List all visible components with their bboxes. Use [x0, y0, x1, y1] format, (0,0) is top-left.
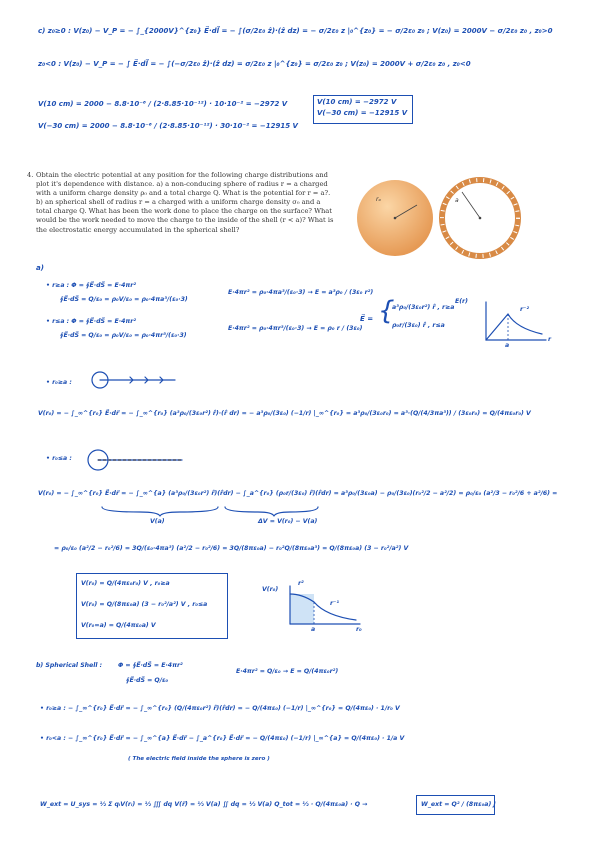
- part-a-rlt-line-3: E·4πr² = ρ₀·4πr³/(ε₀·3) → E = ρ₀ r / (3ε₀): [228, 325, 363, 332]
- part-c-result-box: [313, 95, 413, 124]
- r0-le-a-label: • r₀≤a :: [46, 455, 72, 462]
- shell-label-a: a: [455, 197, 459, 204]
- part-b-label: b) Spherical Shell :: [36, 662, 103, 669]
- part-a-result-box: [76, 573, 228, 639]
- e-vector-brace: {: [378, 296, 395, 326]
- v-inside-braces: [100, 505, 320, 517]
- part-a-rlt-line-1: • r≤a : Φ = ∮E⃗·dS⃗ = E·4πr²: [46, 318, 137, 325]
- work-result: W_ext = Q² / (8πε₀a) J: [421, 801, 496, 808]
- e-vector-case-2: ρ₀r/(3ε₀) r̂ , r≤a: [392, 322, 445, 329]
- part-a-rlt-line-2: ∮E⃗·dS⃗ = Q/ε₀ = ρ₀V/ε₀ = ρ₀·4πr³/(ε₀·3): [60, 332, 187, 339]
- part-c-line-1: c) z₀≥0 : V(z₀) − V_P = − ∫_{2000V}^{z₀} E⃗·dl⃗ = − ∫(σ/2ε₀ ẑ)·(ẑ dz) = − σ/2ε₀ z |₀^{z₀} = − σ/2ε₀ z₀ ; V(z₀) = 2000V − σ/2ε₀ z₀ , z₀>0: [38, 27, 553, 35]
- e-plot-r-label: r: [548, 336, 552, 343]
- part-c-line-3: V(10 cm) = 2000 − 8.8·10⁻⁶ / (2·8.85·10⁻¹²) · 10·10⁻² = −2972 V: [38, 100, 288, 108]
- potential-plot: [284, 584, 364, 634]
- v-plot-r2-label: r²: [298, 580, 304, 587]
- v-outside-equation: V(r₀) = − ∫_∞^{r₀} E⃗·dr⃗ = − ∫_∞^{r₀} (a³ρ₀/(3ε₀r²) r̂)·(r̂ dr) = − a³ρ₀/(3ε₀) (−1/r) |_∞^{r₀} = a³ρ₀/(3ε₀r₀) = a³·(Q/(4/3πa³)) / (3ε₀r₀) = Q/(4πε₀r₀) V: [38, 410, 531, 417]
- inside-path-sketch: [86, 448, 186, 472]
- part-a-rgt-line-1: • r≥a : Φ = ∮E⃗·dS⃗ = E·4πr²: [46, 282, 137, 289]
- part-b-line-1: Φ = ∮E⃗·dS⃗ = E·4πr²: [118, 662, 183, 669]
- e-plot-a-label: a: [505, 342, 510, 349]
- part-a-result-3: V(r₀=a) = Q/(4πε₀a) V: [81, 622, 156, 629]
- e-vector-label: E⃗ =: [360, 315, 374, 323]
- work-result-box: [416, 795, 495, 815]
- v-plot-r-label: r₀: [356, 626, 362, 633]
- brace-label-va: V(a): [150, 518, 165, 525]
- part-c-line-2: z₀<0 : V(z₀) − V_P = − ∫ E⃗·dl⃗ = − ∫(−σ/2ε₀ ẑ)·(ẑ dz) = σ/2ε₀ z |₀^{z₀} = σ/2ε₀ z₀ ; V(z₀) = 2000V + σ/2ε₀ z₀ , z₀<0: [38, 60, 471, 68]
- part-a-result-2: V(r₀) = Q/(8πε₀a) (3 − r₀²/a²) V , r₀≤a: [81, 601, 208, 608]
- part-a-result-1: V(r₀) = Q/(4πε₀r₀) V , r₀≥a: [81, 580, 170, 587]
- e-plot-r2-label: r⁻²: [520, 306, 530, 313]
- r0-ge-a-label: • r₀≥a :: [46, 379, 72, 386]
- part-c-result-1: V(10 cm) = −2972 V: [317, 98, 397, 106]
- v-inside-equation-2: = ρ₀/ε₀ (a²/2 − r₀²/6) = 3Q/(ε₀·4πa³) (a²/2 − r₀²/6) = 3Q/(8πε₀a) − r₀²Q/(8πε₀a³) = Q/(8πε₀a) (3 − r₀²/a²) V: [54, 545, 409, 552]
- e-vector-case-1: a³ρ₀/(3ε₀r²) r̂ , r≥a: [392, 304, 455, 311]
- part-a-rgt-line-2: ∮E⃗·dS⃗ = Q/ε₀ = ρ₀V/ε₀ = ρ₀·4πa³/(ε₀·3): [60, 296, 188, 303]
- part-c-result-2: V(−30 cm) = −12915 V: [317, 109, 408, 117]
- e-plot-ylabel: E(r): [455, 298, 468, 305]
- part-a-rgt-line-3: E·4πr² = ρ₀·4πa³/(ε₀·3) → E = a³ρ₀ / (3ε₀ r²): [228, 289, 374, 296]
- part-b-line-2: ∮E⃗·dS⃗ = Q/ε₀: [126, 677, 169, 684]
- part-b-line-3: E·4πr² = Q/ε₀ → E = Q/(4πε₀r²): [236, 668, 339, 675]
- part-b-note: ( The electric field inside the sphere is zero ): [128, 756, 270, 762]
- problem-number: 4.: [27, 171, 34, 179]
- part-b-inside: • r₀<a : − ∫_∞^{r₀} E⃗·dr⃗ = − ∫_∞^{a} E⃗·dr⃗ − ∫_a^{r₀} E⃗·dr⃗ = − Q/(4πε₀) (−1/r) |_∞^{a} = Q/(4πε₀) · 1/a V: [40, 735, 405, 742]
- sphere-label-rho: rₒ: [376, 196, 381, 203]
- v-inside-equation-1: V(r₀) = − ∫_∞^{r₀} E⃗·dr⃗ = − ∫_∞^{a} (a³ρ₀/(3ε₀r²) r̂)(r̂dr) − ∫_a^{r₀} (ρ₀r/(3ε₀) r̂)(r̂dr) = a³ρ₀/(3ε₀a) − ρ₀/(3ε₀)(r₀²/2 − a²/2) = ρ₀/ε₀ (a²/3 − r₀²/6 + a²/6) =: [38, 490, 558, 497]
- brace-label-dv: ΔV = V(r₀) − V(a): [258, 518, 318, 525]
- outside-path-sketch: [90, 370, 180, 390]
- problem-statement: [27, 171, 336, 235]
- v-plot-ylabel: V(r₀): [262, 586, 279, 593]
- part-b-outside: • r₀≥a : − ∫_∞^{r₀} E⃗·dr⃗ = − ∫_∞^{r₀} (Q/(4πε₀r²) r̂)(r̂dr) = − Q/(4πε₀) (−1/r) |_∞^{r₀} = Q/(4πε₀) · 1/r₀ V: [40, 705, 400, 712]
- v-plot-a-label: a: [311, 626, 316, 633]
- spherical-shell-figure: [440, 178, 520, 258]
- work-external-equation: W_ext = U_sys = ½ Σ qᵢV(rᵢ) = ½ ∭ dq V(r⃗) = ½ V(a) ∬ dq = ½ V(a) Q_tot = ½ · Q/(4πε₀a) · Q →: [40, 801, 368, 808]
- e-field-plot: [480, 300, 550, 350]
- part-a-label: a): [36, 264, 44, 272]
- v-plot-r1-label: r⁻¹: [330, 600, 340, 607]
- solid-sphere-figure: [355, 178, 435, 258]
- part-c-line-4: V(−30 cm) = 2000 − 8.8·10⁻⁶ / (2·8.85·10⁻¹²) · 30·10⁻² = −12915 V: [38, 122, 298, 130]
- problem-text: Obtain the electric potential at any position for the following charge distributions and plot it's dependence with distance. a) a non-conducing sphere of radius r = a charged with a uniform charge density ρ₀ and a total charge Q. What is the potential for r = a?. b) an spherical shell of radius r = a charged with a uniform charge density σ₀ and a total charge Q. What has been the work done to place the charge on the surface? What would be the work needed to move the charge to the inside of the shell (r < a)? What is the electrostatic energy accumulated in the spherical shell?: [36, 171, 334, 234]
